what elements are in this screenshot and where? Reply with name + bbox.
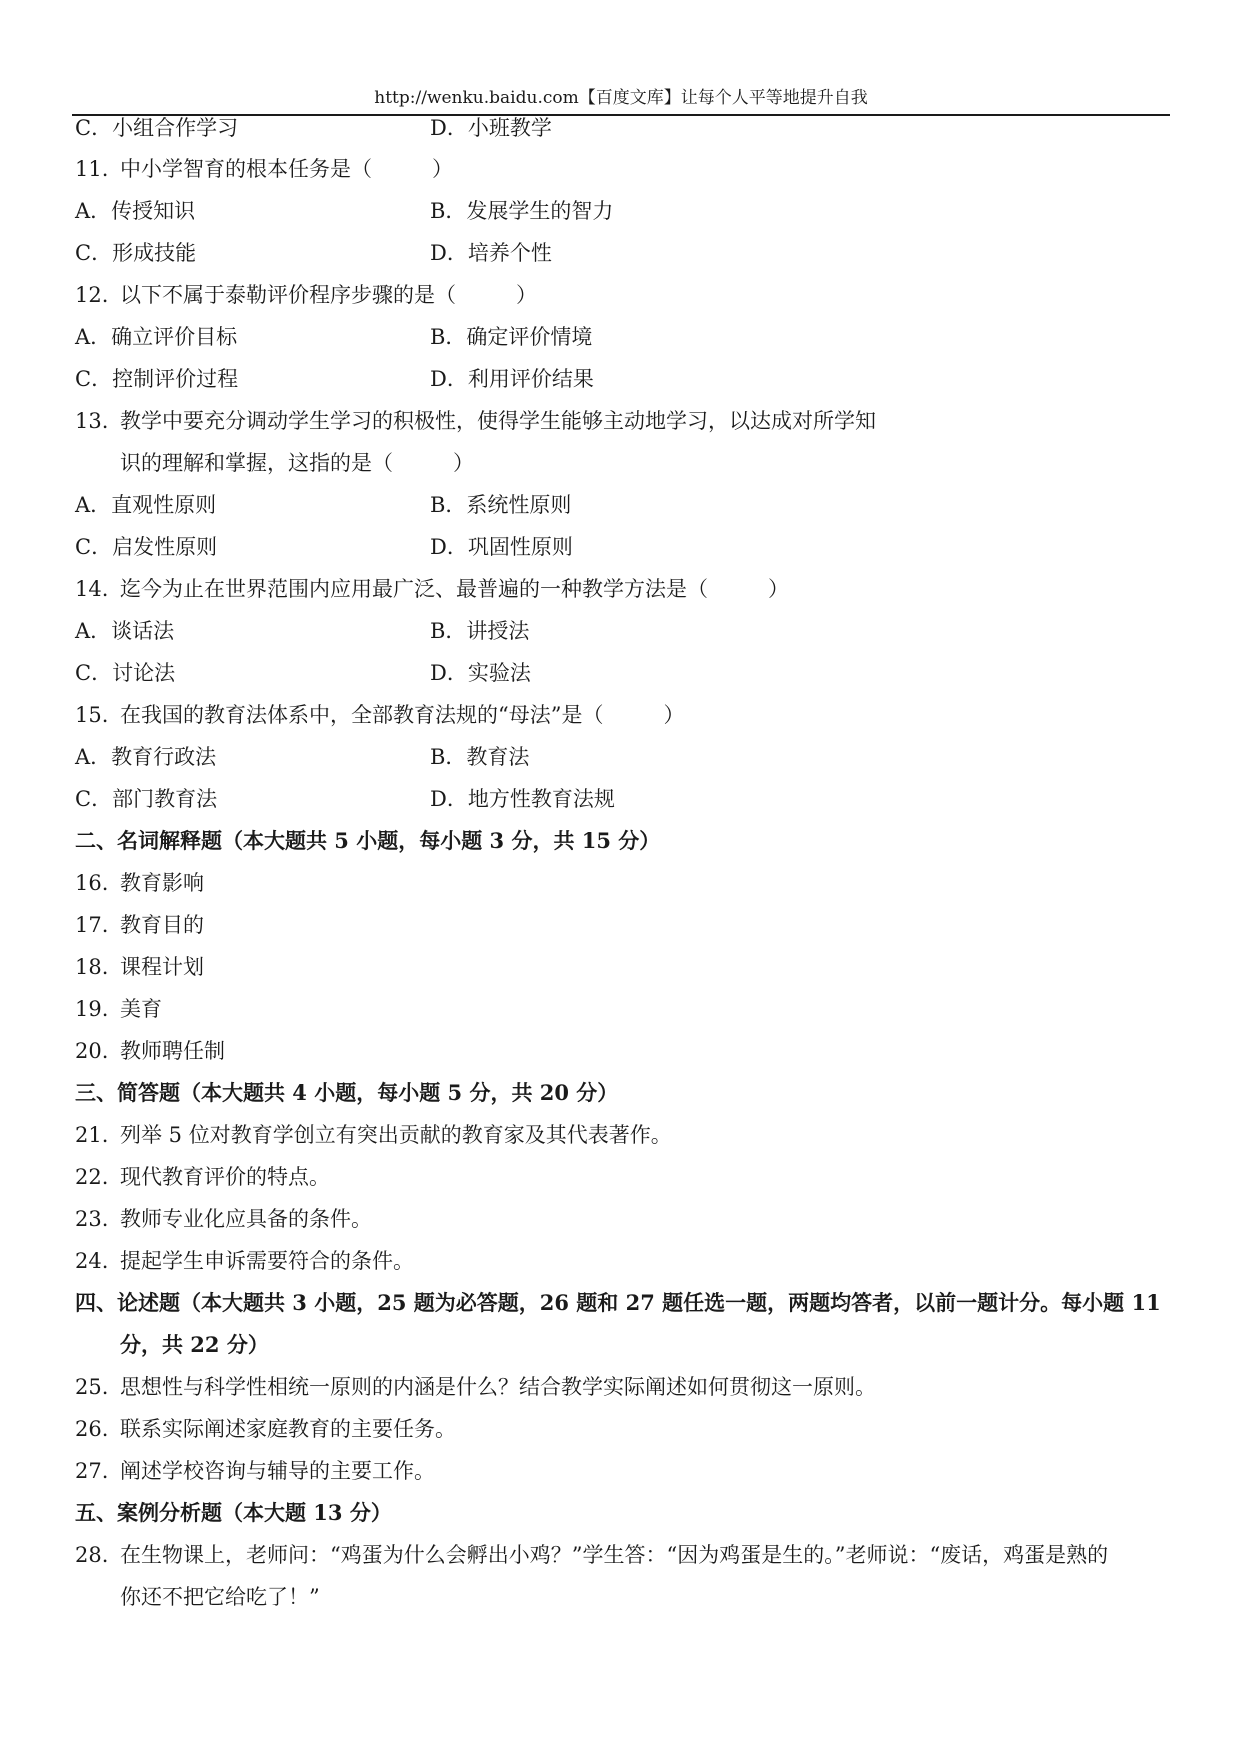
- line-text: 提起学生申诉需要符合的条件。: [120, 1249, 414, 1273]
- option-left: A．确立评价目标: [75, 325, 238, 349]
- question: [75, 994, 162, 1024]
- option-right: B．讲授法: [430, 619, 530, 643]
- answer-options-row: [75, 532, 573, 562]
- line-text: 阐述学校咨询与辅导的主要工作。: [120, 1459, 435, 1483]
- question-continuation: [120, 448, 474, 478]
- line-text: 在我国的教育法体系中，全部教育法规的“母法”是（: [120, 703, 604, 727]
- question: [75, 1036, 225, 1066]
- option-right: D．小班教学: [430, 116, 552, 140]
- closing-paren: ）: [663, 703, 685, 727]
- line-text: 五、案例分析题（本大题 13 分）: [75, 1500, 392, 1525]
- line-text: 在生物课上，老师问：“鸡蛋为什么会孵出小鸡？”学生答：“因为鸡蛋是生的。”老师说：“废话，鸡蛋是熟的: [120, 1543, 1109, 1567]
- question-number: 19.: [75, 997, 109, 1021]
- question-number: 11.: [75, 157, 109, 181]
- question: [75, 1414, 456, 1444]
- question-number: 21.: [75, 1123, 109, 1147]
- line-text: 联系实际阐述家庭教育的主要任务。: [120, 1417, 456, 1441]
- answer-options-row: [75, 364, 594, 394]
- closing-paren: ）: [432, 157, 453, 181]
- question: [75, 952, 204, 982]
- question-number: 20.: [75, 1039, 109, 1063]
- line-text: 二、名词解释题（本大题共 5 小题，每小题 3 分，共 15 分）: [75, 828, 661, 853]
- option-left: C．讨论法: [75, 661, 176, 685]
- question-number: 26.: [75, 1417, 109, 1441]
- question-number: 28.: [75, 1543, 109, 1567]
- answer-options-row: [75, 322, 592, 352]
- option-right: D．培养个性: [430, 241, 552, 265]
- answer-options-row: [75, 616, 529, 646]
- answer-options-row: [75, 113, 552, 143]
- closing-paren: ）: [453, 451, 474, 475]
- line-text: 以下不属于泰勒评价程序步骤的是（: [120, 283, 456, 307]
- question: [75, 280, 537, 310]
- section-heading: [75, 1288, 1161, 1318]
- answer-options-row: [75, 742, 529, 772]
- answer-options-row: [75, 490, 571, 520]
- answer-options-row: [75, 238, 552, 268]
- question: [75, 1456, 435, 1486]
- option-left: A．直观性原则: [75, 493, 217, 517]
- option-left: A．传授知识: [75, 199, 196, 223]
- section-heading: [120, 1330, 269, 1360]
- option-left: A．教育行政法: [75, 745, 217, 769]
- question-number: 17.: [75, 913, 109, 937]
- question: [75, 868, 204, 898]
- line-text: 教育影响: [120, 871, 204, 895]
- question: [75, 1246, 414, 1276]
- section-heading: [75, 1078, 618, 1108]
- question: [75, 700, 684, 730]
- question-number: 12.: [75, 283, 109, 307]
- option-right: B．系统性原则: [430, 493, 572, 517]
- question: [75, 406, 876, 436]
- option-left: C．部门教育法: [75, 787, 218, 811]
- line-text: 思想性与科学性相统一原则的内涵是什么？结合教学实际阐述如何贯彻这一原则。: [120, 1375, 876, 1399]
- line-text: 四、论述题（本大题共 3 小题，25 题为必答题，26 题和 27 题任选一题，两题均答者，以前一题计分。每小题 11: [75, 1290, 1161, 1315]
- option-right: D．利用评价结果: [430, 367, 594, 391]
- line-text: 迄今为止在世界范围内应用最广泛、最普遍的一种教学方法是（: [120, 577, 708, 601]
- question-number: 23.: [75, 1207, 109, 1231]
- question: [75, 1162, 330, 1192]
- question: [75, 574, 789, 604]
- question-number: 15.: [75, 703, 109, 727]
- line-text: 列举 5 位对教育学创立有突出贡献的教育家及其代表著作。: [120, 1123, 672, 1147]
- option-left: C．形成技能: [75, 241, 197, 265]
- line-text: 你还不把它给吃了！”: [120, 1585, 320, 1609]
- page-header: http://wenku.baidu.com【百度文库】让每个人平等地提升自我: [374, 88, 868, 108]
- line-text: 中小学智育的根本任务是（: [120, 157, 372, 181]
- option-right: B．发展学生的智力: [430, 199, 614, 223]
- option-left: C．小组合作学习: [75, 116, 239, 140]
- line-text: 三、简答题（本大题共 4 小题，每小题 5 分，共 20 分）: [75, 1080, 619, 1105]
- question: [75, 1540, 1108, 1570]
- option-right: B．确定评价情境: [430, 325, 593, 349]
- option-right: D．地方性教育法规: [430, 787, 615, 811]
- section-heading: [75, 1498, 392, 1528]
- answer-options-row: [75, 658, 531, 688]
- option-left: C．启发性原则: [75, 535, 218, 559]
- question: [75, 1120, 672, 1150]
- option-left: A．谈话法: [75, 619, 175, 643]
- option-right: D．实验法: [430, 661, 531, 685]
- section-heading: [75, 826, 660, 856]
- option-right: B．教育法: [430, 745, 530, 769]
- question-continuation: [120, 1582, 320, 1612]
- line-text: 教学中要充分调动学生学习的积极性，使得学生能够主动地学习，以达成对所学知: [120, 409, 876, 433]
- answer-options-row: [75, 784, 615, 814]
- question-number: 16.: [75, 871, 109, 895]
- question-number: 14.: [75, 577, 109, 601]
- option-right: D．巩固性原则: [430, 535, 573, 559]
- answer-options-row: [75, 196, 613, 226]
- closing-paren: ）: [768, 577, 789, 601]
- line-text: 现代教育评价的特点。: [120, 1165, 330, 1189]
- line-text: 美育: [120, 997, 162, 1021]
- line-text: 教育目的: [120, 913, 204, 937]
- line-text: 课程计划: [120, 955, 204, 979]
- line-text: 教师专业化应具备的条件。: [120, 1207, 372, 1231]
- question-number: 25.: [75, 1375, 109, 1399]
- line-text: 识的理解和掌握，这指的是（: [120, 451, 393, 475]
- question-number: 18.: [75, 955, 109, 979]
- question-number: 27.: [75, 1459, 109, 1483]
- question: [75, 154, 453, 184]
- line-text: 教师聘任制: [120, 1039, 225, 1063]
- question: [75, 1204, 372, 1234]
- question: [75, 910, 204, 940]
- question-number: 13.: [75, 409, 109, 433]
- question-number: 22.: [75, 1165, 109, 1189]
- question-number: 24.: [75, 1249, 109, 1273]
- closing-paren: ）: [516, 283, 537, 307]
- line-text: 分，共 22 分）: [120, 1332, 269, 1357]
- question: [75, 1372, 876, 1402]
- option-left: C．控制评价过程: [75, 367, 239, 391]
